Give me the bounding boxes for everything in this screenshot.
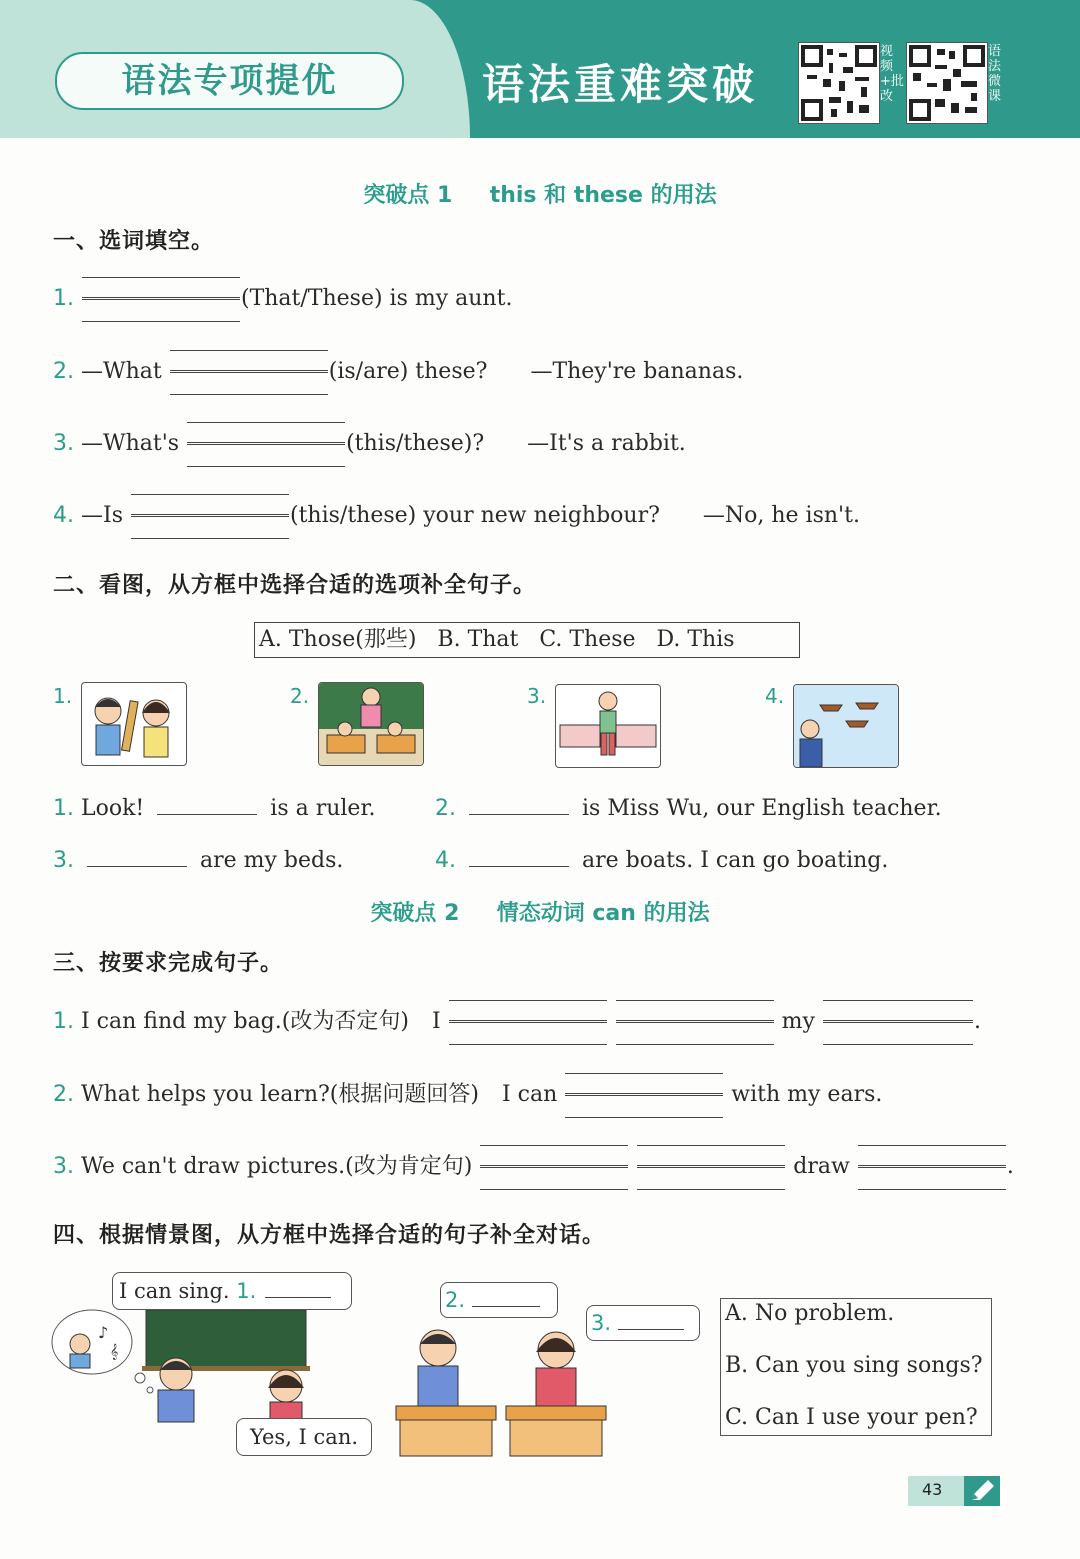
- section4-title: 四、根据情景图，从方框中选择合适的句子补全对话。: [53, 1223, 606, 1248]
- picture-boats: [793, 684, 899, 768]
- s2-sentence-1-num: 1.: [53, 796, 74, 821]
- s3-item-3-prompt: We can't draw pictures.(改为肯定句): [81, 1154, 473, 1179]
- s2-sentence-1-post: is a ruler.: [270, 796, 376, 821]
- s2-sentence-4: [435, 844, 888, 873]
- qr-code-video[interactable]: [798, 42, 880, 124]
- pic-num-3: 3.: [527, 684, 547, 708]
- s4-option-c: C. Can I use your pen?: [725, 1405, 978, 1430]
- s1-item-3: [53, 422, 686, 466]
- svg-text:𝄞: 𝄞: [110, 1344, 119, 1360]
- bubble-3: [586, 1305, 700, 1341]
- s1-item-2-blank[interactable]: [170, 350, 328, 394]
- picture-classroom-teacher: [318, 682, 424, 766]
- pic-num-2: 2.: [290, 684, 310, 708]
- s3-item-2-start: I can: [501, 1082, 558, 1107]
- s3-item-1-num: 1.: [53, 1009, 74, 1034]
- s2-sentence-3-num: 3.: [53, 848, 74, 873]
- s1-item-3-num: 3.: [53, 431, 74, 456]
- s2-sentence-2-post: is Miss Wu, our English teacher.: [582, 796, 942, 821]
- s1-item-4-pre: —Is: [81, 503, 123, 528]
- s2-sentence-3-post: are my beds.: [200, 848, 344, 873]
- point2-title: 情态动词 can 的用法: [496, 901, 710, 926]
- s1-item-1-blank[interactable]: [82, 277, 240, 321]
- bubble-i-can-sing: [112, 1272, 352, 1310]
- s1-item-2-post: (is/are) these?: [328, 359, 488, 384]
- s1-item-1-post: (That/These) is my aunt.: [241, 286, 513, 311]
- section3-title: 三、按要求完成句子。: [53, 951, 284, 976]
- bubble-2: [440, 1282, 558, 1318]
- s1-item-4-post: (this/these) your new neighbour?: [289, 503, 660, 528]
- s3-item-1: [53, 1000, 981, 1044]
- bubble1-text: I can sing.: [119, 1279, 230, 1303]
- s1-item-2-answer: —They're bananas.: [530, 359, 744, 384]
- s1-item-4-answer: —No, he isn't.: [702, 503, 860, 528]
- s1-item-2-num: 2.: [53, 359, 74, 384]
- s2-sentence-3-blank[interactable]: [87, 844, 187, 867]
- s3-item-3-mid: draw: [793, 1154, 850, 1179]
- s3-item-2-blank[interactable]: [565, 1073, 723, 1117]
- s1-item-2-pre: —What: [81, 359, 162, 384]
- s1-item-2: [53, 350, 743, 394]
- s3-item-2-end: with my ears.: [731, 1082, 883, 1107]
- s2-sentence-3: [53, 844, 343, 873]
- s2-sentence-4-blank[interactable]: [469, 844, 569, 867]
- s3-item-2-num: 2.: [53, 1082, 74, 1107]
- s3-item-3: [53, 1145, 1014, 1189]
- pencil-icon: [964, 1476, 1000, 1506]
- s4-option-b: B. Can you sing songs?: [725, 1353, 983, 1378]
- header-left-title: 语法专项提优: [55, 52, 404, 110]
- s3-item-3-blank-b[interactable]: [637, 1145, 785, 1189]
- qr1-label: 视频+批改: [880, 44, 904, 104]
- s2-sentence-1-blank[interactable]: [157, 792, 257, 815]
- point2-label: 突破点 2: [370, 901, 460, 926]
- s3-item-1-mid: my: [781, 1009, 815, 1034]
- s3-item-3-end: .: [1006, 1154, 1014, 1179]
- point2-heading: [0, 896, 1080, 927]
- bubble2-num: 2.: [445, 1288, 466, 1312]
- s3-item-1-blank-b[interactable]: [616, 1000, 774, 1044]
- bubble1-blank[interactable]: [265, 1279, 331, 1298]
- bubble1-num: 1.: [236, 1279, 257, 1303]
- s2-sentence-1: [53, 792, 376, 821]
- s3-item-1-end: .: [973, 1009, 981, 1034]
- s1-item-4-blank[interactable]: [131, 494, 289, 538]
- point1-label: 突破点 1: [363, 183, 453, 208]
- s2-sentence-4-num: 4.: [435, 848, 456, 873]
- s3-item-1-prompt: I can find my bag.(改为否定句): [81, 1009, 409, 1034]
- pic-num-4: 4.: [765, 684, 785, 708]
- section1-title: 一、选词填空。: [53, 229, 215, 254]
- s3-item-1-blank-c[interactable]: [823, 1000, 973, 1044]
- bubble3-blank[interactable]: [618, 1313, 684, 1330]
- s3-item-2-prompt: What helps you learn?(根据问题回答): [81, 1082, 479, 1107]
- s1-item-3-answer: —It's a rabbit.: [527, 431, 686, 456]
- s3-item-1-start: I: [431, 1009, 441, 1034]
- s1-item-3-blank[interactable]: [187, 422, 345, 466]
- header-main-title: 语法重难突破: [482, 60, 759, 109]
- s1-item-3-pre: —What's: [81, 431, 180, 456]
- pic-num-1: 1.: [53, 684, 73, 708]
- s3-item-1-blank-a[interactable]: [449, 1000, 607, 1044]
- point1-title: this 和 these 的用法: [489, 183, 717, 208]
- picture-boy-beds: [555, 684, 661, 768]
- section4-options-box: [720, 1298, 992, 1436]
- picture-kids-ruler: [81, 682, 187, 766]
- s3-item-2: [53, 1073, 882, 1117]
- s2-sentence-2: [435, 792, 942, 821]
- s2-sentence-2-num: 2.: [435, 796, 456, 821]
- s1-item-4: [53, 494, 860, 538]
- s1-item-3-post: (this/these)?: [346, 431, 485, 456]
- bubble-yes-i-can: Yes, I can.: [236, 1418, 372, 1456]
- bubble2-blank[interactable]: [472, 1290, 540, 1307]
- s1-item-4-num: 4.: [53, 503, 74, 528]
- s3-item-3-num: 3.: [53, 1154, 74, 1179]
- s1-item-1-num: 1.: [53, 286, 74, 311]
- s2-sentence-2-blank[interactable]: [469, 792, 569, 815]
- section2-options-box: A. Those(那些) B. That C. These D. This: [254, 622, 800, 658]
- page-number: 43: [922, 1480, 943, 1499]
- section2-title: 二、看图，从方框中选择合适的选项补全句子。: [53, 573, 537, 598]
- s1-item-1: [53, 277, 512, 321]
- s2-sentence-1-pre: Look!: [81, 796, 145, 821]
- bubble3-num: 3.: [591, 1311, 612, 1335]
- point1-heading: [0, 178, 1080, 209]
- qr2-label: 语法微课: [988, 44, 1002, 104]
- s3-item-3-blank-c[interactable]: [858, 1145, 1006, 1189]
- qr-code-microlesson[interactable]: [906, 42, 988, 124]
- s2-sentence-4-post: are boats. I can go boating.: [582, 848, 889, 873]
- s3-item-3-blank-a[interactable]: [480, 1145, 628, 1189]
- s4-option-a: A. No problem.: [725, 1301, 895, 1326]
- svg-text:♪: ♪: [98, 1323, 109, 1342]
